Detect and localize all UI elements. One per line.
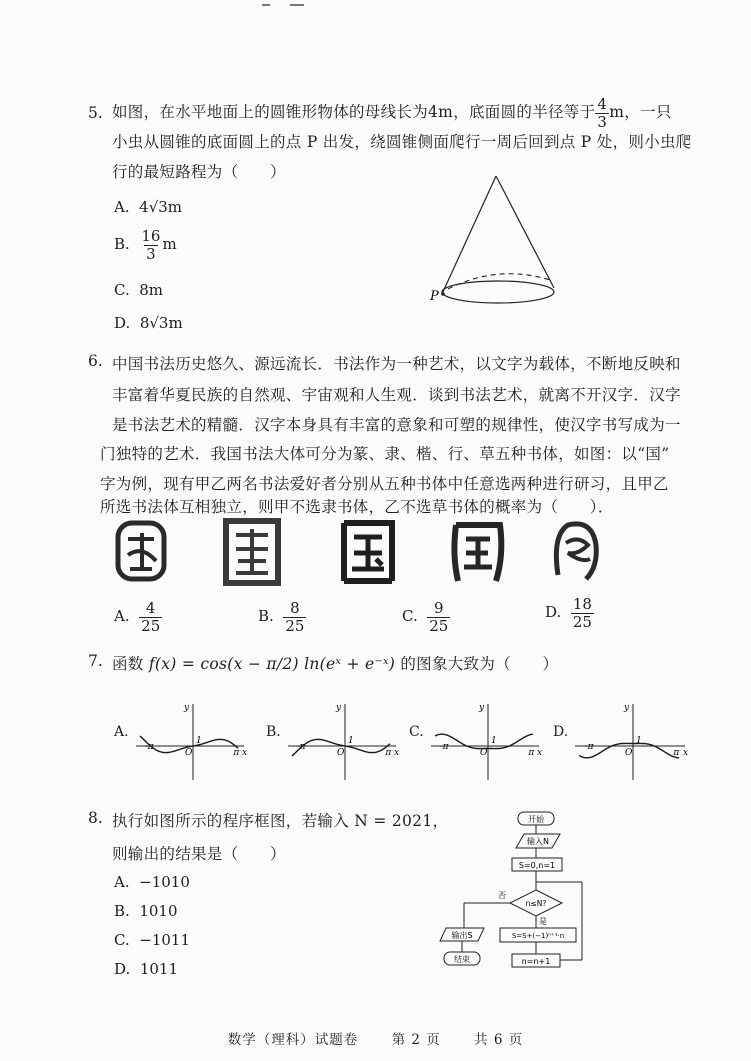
q5-radius-fraction xyxy=(595,96,609,130)
flow-init-text: S=0,n=1 xyxy=(518,861,556,870)
option-text: 4√3m xyxy=(139,198,183,216)
q7-text-b: 的图象大致为（ ） xyxy=(400,655,559,673)
option-fraction xyxy=(283,600,306,634)
q5-text-a: 如图，在水平地面上的圆锥形物体的母线长为 xyxy=(112,103,429,121)
q8-option-b[interactable] xyxy=(114,902,178,920)
x-axis-label: x xyxy=(683,748,689,758)
q5-option-c[interactable] xyxy=(114,281,163,299)
fraction-num: 8 xyxy=(290,599,300,617)
option-label: A. xyxy=(114,198,130,216)
footer-total: 共 6 页 xyxy=(474,1032,524,1048)
q7-graph-d[interactable] xyxy=(571,700,691,782)
point-p-dot xyxy=(441,292,445,296)
q8-number: 8. xyxy=(88,809,103,827)
y-axis-label: y xyxy=(624,703,630,713)
q8-line1: 执行如图所示的程序框图，若输入 N = 2021， xyxy=(112,812,449,830)
fraction-den: 3 xyxy=(146,244,156,263)
q6-line3: 是书法艺术的精髓．汉字本身具有丰富的意象和可塑的规律性，使汉字书写成为一 xyxy=(112,416,681,434)
option-text: 1010 xyxy=(139,902,178,920)
tick-origin: O xyxy=(337,748,345,758)
tick-one: 1 xyxy=(636,736,642,746)
footer-page: 第 2 页 xyxy=(391,1032,441,1048)
option-label: A. xyxy=(114,873,130,891)
q8-line2: 则输出的结果是（ ） xyxy=(112,845,286,863)
scan-mark xyxy=(290,4,304,6)
q7-option-d-label[interactable]: D. xyxy=(553,724,569,740)
option-label: A. xyxy=(114,607,130,625)
option-label: C. xyxy=(402,607,418,625)
fraction-den: 25 xyxy=(285,616,305,635)
option-text: 1011 xyxy=(139,960,178,978)
flow-condition-text: n≤N? xyxy=(525,899,547,908)
q8-option-a[interactable] xyxy=(114,873,190,891)
seal-script-guo-image xyxy=(112,515,172,587)
flow-yes-label: 是 xyxy=(539,917,547,926)
q7-text-a: 函数 xyxy=(112,655,144,673)
q5-line1 xyxy=(112,96,672,130)
q7-option-c-label[interactable]: C. xyxy=(409,724,424,740)
q7-option-a-label[interactable]: A. xyxy=(114,724,129,740)
option-fraction xyxy=(427,600,450,634)
q7-graph-b[interactable] xyxy=(284,700,402,782)
fraction-num: 16 xyxy=(141,227,161,245)
q7-function: f(x) = cos(x − π/2) ln(eˣ + e⁻ˣ) xyxy=(148,655,396,673)
fraction-den: 25 xyxy=(141,616,161,635)
x-axis-label: x xyxy=(242,748,248,758)
tick-pi: π xyxy=(673,748,680,758)
q7-graph-c[interactable] xyxy=(427,700,545,782)
tick-one: 1 xyxy=(491,736,497,746)
y-axis-label: y xyxy=(184,703,190,713)
tick-one: 1 xyxy=(196,736,202,746)
flow-output-text: 输出S xyxy=(451,931,473,940)
flow-start-text: 开始 xyxy=(528,815,544,824)
cone-left-edge xyxy=(442,176,496,294)
tick-pi: π xyxy=(233,748,240,758)
fraction-den: 25 xyxy=(572,612,592,631)
tick-neg-pi: -π xyxy=(144,742,154,752)
cone-right-edge xyxy=(496,176,554,288)
flow-update-text: S=S+(−1)ⁿ⁺¹·n xyxy=(511,932,565,940)
q5-line3: 行的最短路程为（ ） xyxy=(112,163,286,181)
q5-option-d[interactable] xyxy=(114,314,183,332)
tick-neg-pi: -π xyxy=(296,742,306,752)
point-p-label: P xyxy=(430,289,439,304)
y-axis-label: y xyxy=(479,703,485,713)
option-label: C. xyxy=(114,281,130,299)
tick-origin: O xyxy=(480,748,488,758)
q5-length: 4m xyxy=(428,103,454,121)
option-text: −1011 xyxy=(139,931,191,949)
q7-number: 7. xyxy=(88,652,103,670)
fraction-num: 18 xyxy=(572,595,592,613)
option-label: B. xyxy=(114,902,130,920)
cone-figure xyxy=(428,168,568,310)
flowchart xyxy=(436,808,596,974)
tick-pi: π xyxy=(385,748,392,758)
tick-one: 1 xyxy=(348,736,354,746)
option-label: B. xyxy=(114,235,130,253)
option-label: B. xyxy=(258,607,274,625)
x-axis-label: x xyxy=(394,748,400,758)
q5-text-d: m，一只 xyxy=(609,103,672,121)
fraction-num: 4 xyxy=(145,599,156,617)
q5-radius-num: 4 xyxy=(597,95,608,113)
option-text: −1010 xyxy=(139,873,190,891)
x-axis-label: x xyxy=(537,748,543,758)
q5-option-a[interactable] xyxy=(114,198,182,216)
cursive-script-guo-image xyxy=(548,515,604,587)
scan-mark xyxy=(262,4,270,6)
q7-option-b-label[interactable]: B. xyxy=(266,724,281,740)
tick-origin: O xyxy=(185,748,193,758)
q5-number: 5. xyxy=(88,104,103,122)
fraction-den: 25 xyxy=(429,616,449,635)
q6-line5: 字为例，现有甲乙两名书法爱好者分别从五种书体中任意选两种进行研习，且甲乙 xyxy=(100,475,669,493)
option-fraction xyxy=(139,228,162,262)
tick-neg-pi: -π xyxy=(439,742,449,752)
footer-subject: 数学（理科）试题卷 xyxy=(227,1032,359,1048)
fraction-num: 9 xyxy=(434,599,444,617)
q6-line2: 丰富着华夏民族的自然观、宇宙观和人生观．谈到书法艺术，就离不开汉字．汉字 xyxy=(112,386,681,404)
tick-neg-pi: -π xyxy=(584,742,594,752)
tick-origin: O xyxy=(625,748,633,758)
q5-text-c: ，底面圆的半径等于 xyxy=(453,103,596,121)
q6-option-b[interactable] xyxy=(258,600,306,634)
q5-line2: 小虫从圆锥的底面圆上的点 P 出发，绕圆锥侧面爬行一周后回到点 P 处，则小虫爬 xyxy=(112,133,692,151)
q6-number: 6. xyxy=(88,352,103,370)
flow-input-text: 输入N xyxy=(527,837,549,846)
q7-stem xyxy=(112,652,558,674)
q6-line6: 所选书法体互相独立，则甲不选隶书体，乙不选草书体的概率为（ ）． xyxy=(100,498,614,516)
option-label: D. xyxy=(114,314,131,332)
q5-radius-den: 3 xyxy=(597,112,608,131)
flow-increment-text: n=n+1 xyxy=(521,957,551,966)
regular-script-guo-image xyxy=(336,515,400,587)
q7-graph-a[interactable] xyxy=(132,700,250,782)
clerical-script-guo-image xyxy=(222,515,282,587)
q5-option-b[interactable] xyxy=(114,228,177,262)
option-unit: m xyxy=(162,235,177,253)
q6-option-c[interactable] xyxy=(402,600,450,634)
option-label: C. xyxy=(114,931,130,949)
q8-option-c[interactable] xyxy=(114,931,190,949)
q6-option-d[interactable] xyxy=(545,596,594,630)
option-fraction xyxy=(571,596,594,630)
option-label: D. xyxy=(545,603,562,621)
q6-line4: 门独特的艺术．我国书法大体可分为篆、隶、楷、行、草五种书体，如图：以“国” xyxy=(100,445,670,463)
option-text: 8√3m xyxy=(139,314,183,332)
q8-option-d[interactable] xyxy=(114,960,178,978)
option-text: 8m xyxy=(139,281,164,299)
q6-option-a[interactable] xyxy=(114,600,162,634)
tick-pi: π xyxy=(528,748,535,758)
y-axis-label: y xyxy=(336,703,342,713)
running-script-guo-image xyxy=(446,515,510,587)
option-fraction xyxy=(139,600,162,634)
q6-line1: 中国书法历史悠久、源远流长．书法作为一种艺术，以文字为载体，不断地反映和 xyxy=(112,355,681,373)
page-footer xyxy=(0,1028,751,1048)
option-label: D. xyxy=(114,960,131,978)
flow-end-text: 结束 xyxy=(454,955,470,964)
flow-no-label: 否 xyxy=(498,891,506,900)
